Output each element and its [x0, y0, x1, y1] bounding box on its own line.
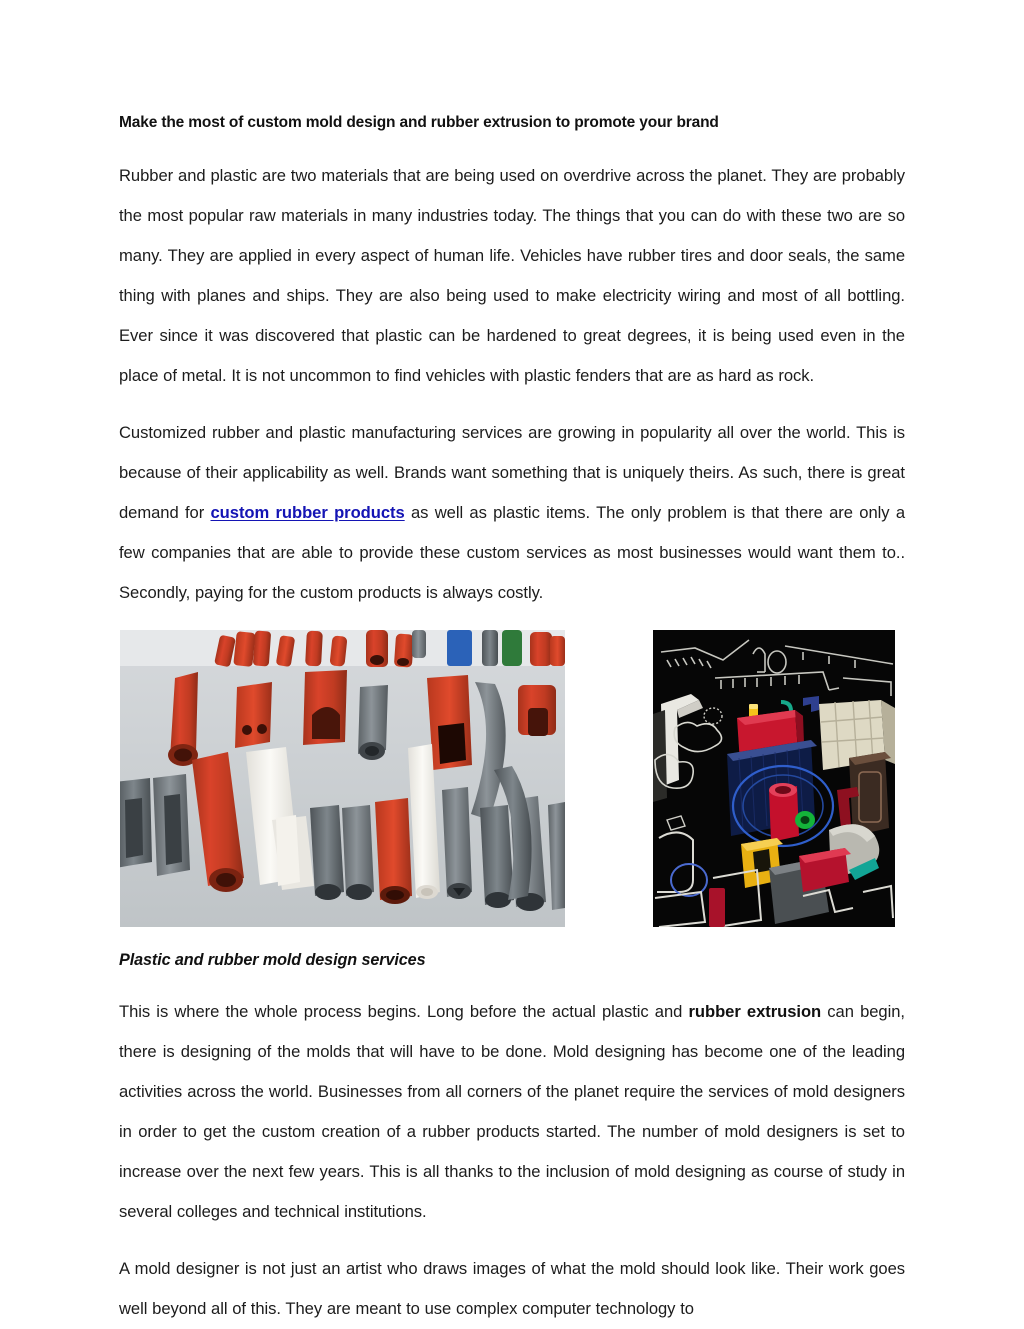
- paragraph-mold-design-after-bold: can begin, there is designing of the molds that will have to be done. Mold designing has become one of the leading activities across the world. Businesses from all corners of the planet require the services of mold designers in order to get the custom creation of a rubber products started. The number of mold designers is set to increase over the next few years. This is all thanks to the inclusion of mold designing as course of study in several colleges and technical institutions.: [119, 1001, 905, 1221]
- paragraph-intro: Rubber and plastic are two materials that are being used on overdrive across the planet. They are probably the most popular raw materials in many industries today. The things that you can do with these two are so many. They are applied in every aspect of human life. Vehicles have rubber tires and door seals, the same thing with planes and ships. They are also being used to make electricity wiring and most of all bottling. Ever since it was discovered that plastic can be hardened to great degrees, it is being used even in the place of metal. It is not uncommon to find vehicles with plastic fenders that are as hard as rock.: [119, 165, 905, 385]
- plastic-extrusion-profiles-photo: [653, 630, 895, 927]
- custom-rubber-products-link[interactable]: custom rubber products: [210, 502, 405, 522]
- paragraph-customized-services-before-link: Customized rubber and plastic manufacturing services are growing in popularity all over the world. This is because of their applicability as well. Brands want something that is uniquely theirs. As such, there is great demand for: [119, 422, 905, 522]
- paragraph-mold-design-before-bold: This is where the whole process begins. Long before the actual plastic and: [119, 1001, 689, 1021]
- rubber-extrusion-profiles-illustration: [120, 630, 565, 927]
- document-content: [119, 113, 905, 1329]
- paragraph-customized-services: [119, 413, 905, 613]
- rubber-extrusion-profiles-photo: [120, 630, 565, 927]
- rubber-extrusion-bold-text: rubber extrusion: [688, 1001, 822, 1021]
- figure-row: [119, 630, 905, 927]
- plastic-extrusion-profiles-illustration: [653, 630, 895, 927]
- paragraph-mold-design: [119, 992, 905, 1232]
- paragraph-customized-services-after-link: as well as plastic items. The only problem is that there are only a few companies that are able to provide these custom services as most businesses would want them to.. Secondly, paying for the custom products is always costly.: [119, 502, 905, 602]
- paragraph-mold-designer: A mold designer is not just an artist who draws images of what the mold should look like. Their work goes well beyond all of this. They are meant to use complex computer technology to: [119, 1258, 905, 1318]
- page-title: Make the most of custom mold design and rubber extrusion to promote your brand: [119, 114, 719, 131]
- section-subheading: Plastic and rubber mold design services: [119, 950, 426, 969]
